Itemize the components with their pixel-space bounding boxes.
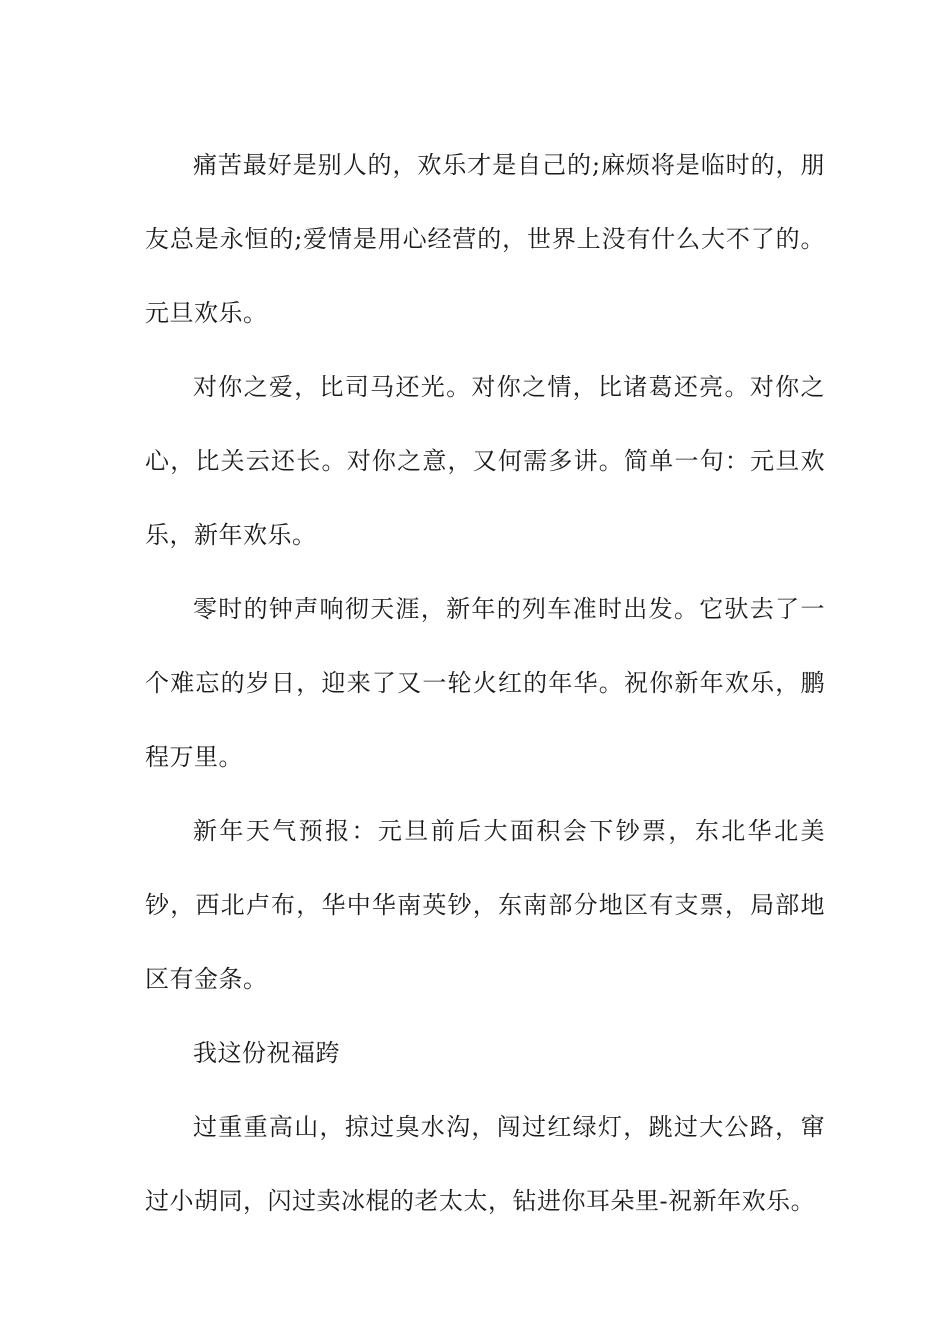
- paragraph: 我这份祝福跨: [193, 1039, 340, 1067]
- document-body: [145, 128, 825, 1238]
- paragraph: 零时的钟声响彻天涯，新年的列车准时出发。它驮去了一个难忘的岁日，迎来了又一轮火红的年华。祝你新年欢乐，鹏程万里。: [145, 595, 825, 771]
- paragraph: 过重重高山，掠过臭水沟，闯过红绿灯，跳过大公路，窜过小胡同，闪过卖冰棍的老太太，钻进你耳朵里-祝新年欢乐。: [145, 1113, 825, 1215]
- paragraph: 对你之爱，比司马还光。对你之情，比诸葛还亮。对你之心，比关云还长。对你之意，又何需多讲。简单一句：元旦欢乐，新年欢乐。: [145, 373, 825, 549]
- paragraph: 痛苦最好是别人的，欢乐才是自己的;麻烦将是临时的，朋友总是永恒的;爱情是用心经营的，世界上没有什么大不了的。元旦欢乐。: [145, 151, 825, 327]
- paragraph: 新年天气预报：元旦前后大面积会下钞票，东北华北美钞，西北卢布，华中华南英钞，东南部分地区有支票，局部地区有金条。: [145, 817, 825, 993]
